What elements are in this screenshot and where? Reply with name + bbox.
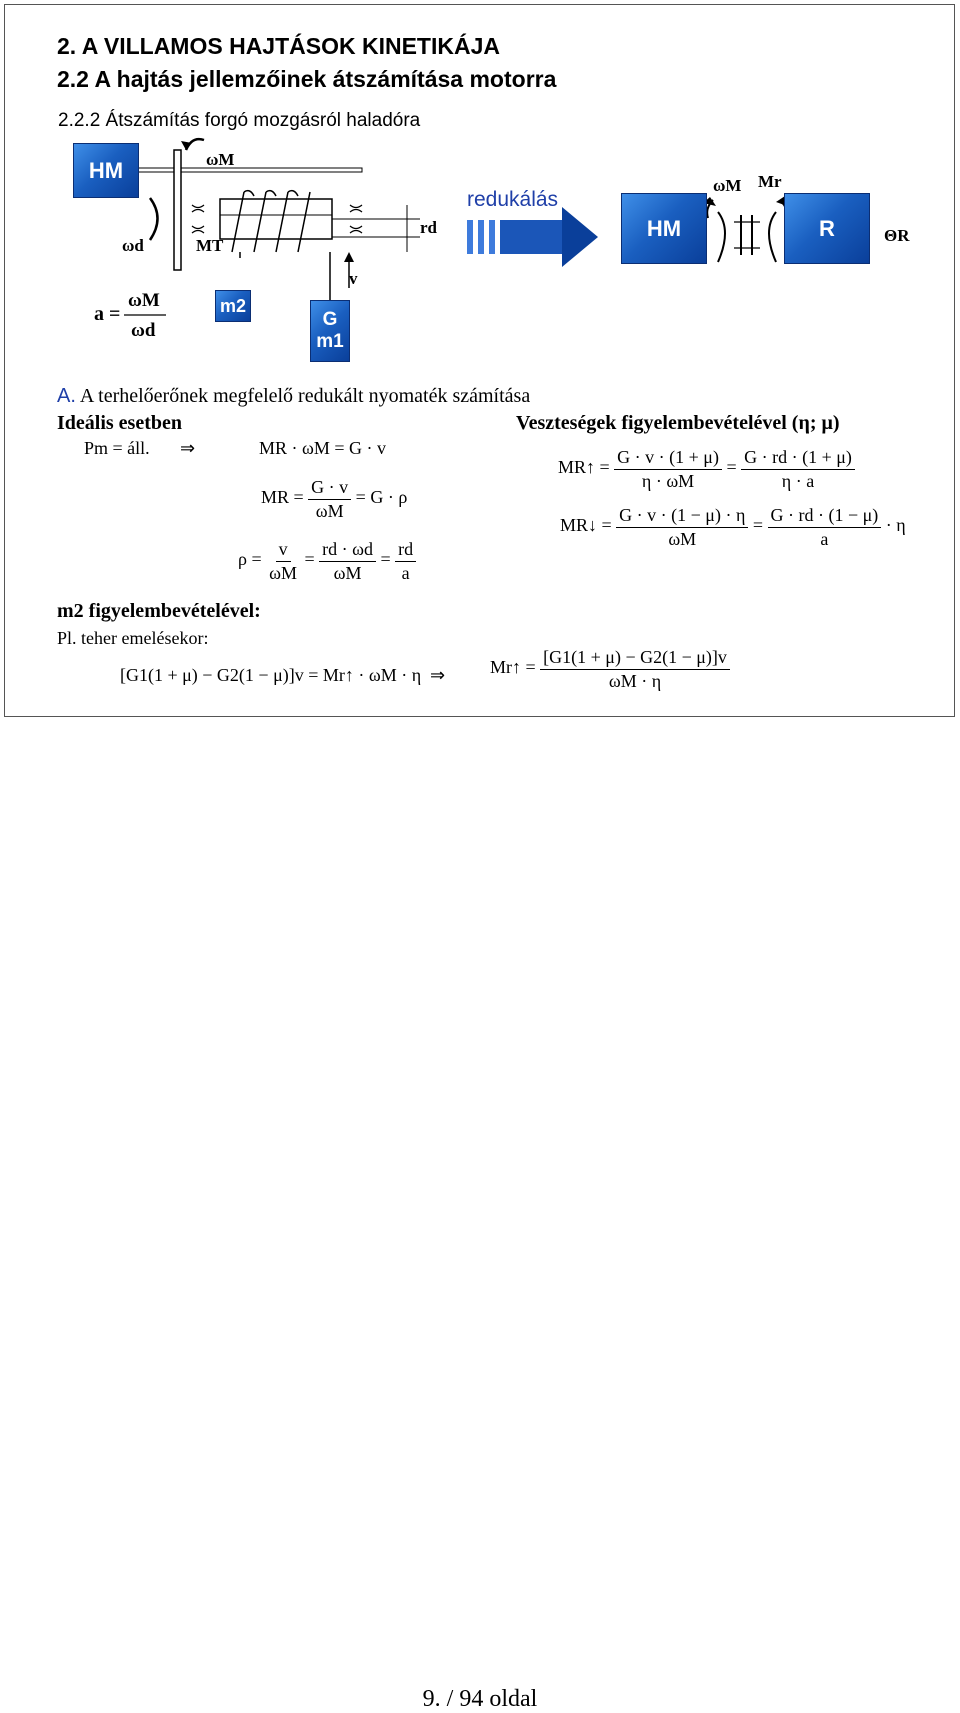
mr-result-fraction	[540, 646, 730, 692]
page-number: 9. / 94 oldal	[422, 1686, 538, 1712]
rho-equals-2: =	[380, 549, 391, 570]
omega-m-right: ωM	[713, 176, 742, 195]
ratio-lhs: a =	[94, 303, 121, 325]
rho-equals-1: =	[304, 549, 315, 570]
loss-up-equals: =	[726, 457, 737, 478]
shaft	[122, 168, 362, 172]
loss-up-f2-den: η · a	[781, 470, 815, 491]
torque-fraction	[308, 476, 351, 522]
rho-f2-num: rd · ωd	[319, 538, 376, 562]
theta-r-label: ΘR	[884, 226, 910, 245]
omega-d-label: ωd	[122, 236, 144, 255]
subsection-title: 2.2.2 Átszámítás forgó mozgásról haladóra	[58, 110, 421, 131]
mechanism-diagram	[0, 0, 960, 370]
loss-down-f2-den: a	[820, 528, 829, 549]
losses-heading: Veszteségek figyelembevételével (η; μ)	[516, 412, 840, 434]
load-box	[310, 300, 350, 362]
loss-up-fraction-1	[614, 446, 722, 492]
omega-m-top: ωM	[206, 150, 235, 169]
pm-constant: Pm = áll.	[84, 438, 150, 458]
rho-equation	[238, 538, 416, 584]
rho-fraction-3	[395, 538, 416, 584]
m2-section-heading: m2 figyelembevételével:	[57, 600, 261, 622]
rho-f1-den: ωM	[269, 562, 297, 583]
power-equation: MR · ωM = G · v	[259, 438, 387, 458]
lifting-equation: [G1(1 + μ) − G2(1 − μ)]v = Mr↑ · ωM · η	[120, 665, 422, 685]
rho-f3-den: a	[401, 562, 410, 583]
rho-lhs: ρ =	[238, 549, 262, 570]
hm-box-left: HM	[73, 143, 139, 198]
loss-up-fraction-2	[741, 446, 855, 492]
loss-up-lhs: MR↑ =	[558, 457, 610, 478]
rho-fraction-2	[319, 538, 376, 584]
right-coupling	[718, 212, 776, 262]
m2-label: m2	[219, 295, 246, 316]
section-a-letter: A.	[57, 385, 76, 407]
section-a-title: A terhelőerőnek megfelelő redukált nyomaték számítása	[79, 385, 531, 407]
loss-up-f1-den: η · ωM	[641, 470, 695, 491]
loss-down-equals: =	[752, 515, 764, 536]
implies-arrow-1: ⇒	[180, 438, 196, 458]
m2-example-label: Pl. teher emelésekor:	[57, 628, 209, 648]
loss-up-f1-num: G · v · (1 + μ)	[614, 446, 722, 470]
section-a-heading	[57, 385, 530, 408]
section-title: 2.2 A hajtás jellemzőinek átszámítása motorra	[57, 66, 557, 92]
loss-down-equation	[560, 504, 906, 550]
chapter-title: 2. A VILLAMOS HAJTÁSOK KINETIKÁJA	[57, 33, 500, 59]
torque-den: ωM	[315, 500, 344, 521]
rho-f2-den: ωM	[333, 562, 362, 583]
reduction-arrow	[467, 207, 598, 267]
rho-f1-num: v	[276, 538, 291, 562]
mr-result-num: [G1(1 + μ) − G2(1 − μ)]v	[540, 646, 730, 670]
ratio-numerator: ωM	[128, 290, 160, 311]
torque-lhs: MR =	[261, 487, 304, 508]
torque-rhs: = G · ρ	[355, 487, 408, 508]
drum-flange	[174, 150, 181, 270]
loss-up-equation	[558, 446, 855, 492]
ideal-case-heading: Ideális esetben	[57, 412, 182, 434]
loss-down-f2-num: G · rd · (1 − μ)	[768, 504, 882, 528]
rho-f3-num: rd	[395, 538, 416, 562]
mr-result-equation	[490, 646, 730, 692]
rd-label: rd	[420, 218, 437, 237]
torque-equation	[261, 476, 407, 522]
r-box: R	[784, 193, 870, 264]
m1-label: m1	[316, 331, 344, 352]
v-label: v	[349, 269, 358, 288]
mr-result-lhs: Mr↑ =	[490, 657, 536, 678]
hm-box-right: HM	[621, 193, 707, 264]
loss-down-f1-num: G · v · (1 − μ) · η	[616, 504, 748, 528]
ratio-denominator: ωd	[131, 320, 156, 341]
loss-down-lhs: MR↓ =	[560, 515, 612, 536]
loss-down-fraction-2	[768, 504, 882, 550]
mr-label: Mr	[758, 172, 782, 191]
loss-up-f2-num: G · rd · (1 + μ)	[741, 446, 855, 470]
loss-down-fraction-1	[616, 504, 748, 550]
g-label: G	[322, 309, 338, 330]
implies-arrow-2: ⇒	[430, 665, 446, 685]
m2-box	[215, 290, 251, 322]
torque-num: G · v	[308, 476, 351, 500]
drum	[220, 199, 332, 239]
rho-fraction-1	[266, 538, 300, 584]
redukalas-label: redukálás	[467, 188, 559, 211]
mt-label: MT	[196, 236, 224, 255]
mr-result-den: ωM · η	[608, 670, 662, 691]
loss-down-f1-den: ωM	[668, 528, 697, 549]
loss-down-tail: · η	[885, 515, 906, 536]
